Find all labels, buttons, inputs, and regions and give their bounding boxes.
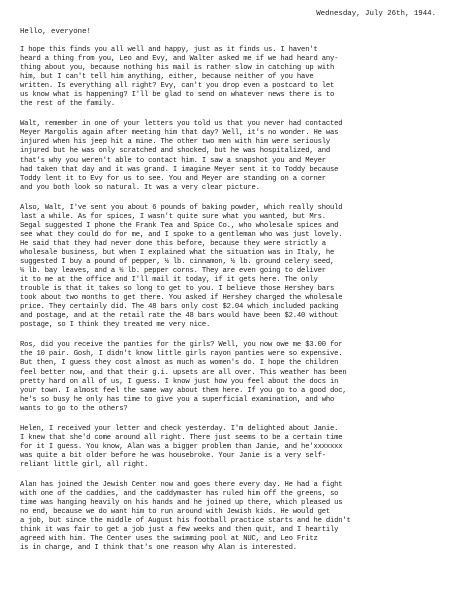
letter-line: is in charge, and I think that's one reason why Alan is interested. xyxy=(20,544,297,553)
letter-date: Wednesday, July 26th, 1944. xyxy=(316,10,436,18)
letter-line: with one of the caddies, and the caddymaster has ruled him off the greens, so xyxy=(20,490,339,499)
letter-line: reliant little girl, all right. xyxy=(20,460,149,469)
letter-line: took about two months to get there. You asked if Hershey charged the wholesale xyxy=(20,294,343,303)
letter-line: last a while. As for spices, I wasn't quite sure what you wanted, but Mrs. xyxy=(20,212,326,221)
letter-line: him, but I can't tell him anything, either, because neither of you have xyxy=(20,73,314,82)
letter-line: it to me at the office and I'll mail it today, if it gets here. The only xyxy=(20,276,318,285)
letter-line: suggested I buy a pound of pepper, ½ lb. cinnamon, ½ lb. ground celery seed, xyxy=(20,257,335,266)
letter-line: he's so busy he only has time to give you a superficial examination, and who xyxy=(20,395,335,404)
letter-line: Toddy lent it to Evy for us to see. You and Meyer are standing on a corner xyxy=(20,174,326,183)
letter-line: Segal suggested I phone the Frank Tea and Spice Co., who wholesale spices and xyxy=(20,221,339,230)
letter-line: injured when his jeep hit a mine. The other two men with him were seriously xyxy=(20,138,330,147)
letter-greeting: Hello, everyone! xyxy=(20,28,91,36)
letter-line: the rest of the family. xyxy=(20,100,116,109)
letter-paragraph xyxy=(20,120,454,192)
letter-line: I hope this finds you all well and happy, just as it finds us. I haven't xyxy=(20,46,318,54)
letter-line: the 10 pair. Gosh, I didn't know little girls rayon panties were so expensive. xyxy=(20,350,343,359)
letter-line: see what they could do for me, and I spoke to a gentleman who was just lovely. xyxy=(20,230,343,239)
letter-line: ¼ lb. bay leaves, and a ½ lb. pepper corns. They are even going to deliver xyxy=(20,267,326,276)
letter-line: no end, because we do want him to run around with Jewish kids. He would get xyxy=(20,508,330,517)
letter-body xyxy=(20,46,454,553)
letter-line: Also, Walt, I've sent you about 6 pounds of baking powder, which really should xyxy=(20,203,343,212)
letter-paragraph xyxy=(20,204,454,331)
letter-line: time was hanging heavily on his hands and he joined up there, which pleased us xyxy=(20,499,343,508)
letter-line: trouble is that it takes so long to get to you. I believe those Hershey bars xyxy=(20,285,335,294)
letter-line: written. Is everything all right? Evy, can't you drop even a postcard to let xyxy=(20,82,335,91)
letter-line: a job, but since the middle of August his football practice starts and he didn't xyxy=(20,517,351,526)
letter-line: Alan has joined the Jewish Center now and goes there every day. He had a fight xyxy=(20,480,343,489)
letter-line: had taken that day and it was grand. I imagine Meyer sent it to Toddy because xyxy=(20,165,339,174)
letter-line: agreed with him. The Center uses the swimming pool at NUC, and Leo Fritz xyxy=(20,535,318,544)
letter-line: for it I guess. You know, Alan was a bigger problem than Janie, and he'xxxxxxx xyxy=(20,442,343,451)
letter-paragraph xyxy=(20,46,454,109)
letter-line: price. They certainly did. The 48 bars only cost $2.04 which included packing xyxy=(20,303,339,312)
letter-line: Ros, did you receive the panties for the girls? Well, you now owe me $3.00 for xyxy=(20,341,343,350)
letter-paragraph xyxy=(20,341,454,413)
letter-line: Helen, I received your letter and check yesterday. I'm delighted about Janie. xyxy=(20,424,339,433)
letter-line: and you both look so natural. It was a very clear picture. xyxy=(20,183,260,192)
letter-paragraph xyxy=(20,425,454,470)
letter-line: heard a thing from you, Leo and Evy, and Walter asked me if we had heard any- xyxy=(20,55,339,64)
letter-line: and postage, and at the retail rate the 48 bars would have been $2.40 without xyxy=(20,312,339,321)
letter-line: Meyer Margolis again after meeting him that day? Well, it's no wonder. He was xyxy=(20,129,339,138)
letter-line: wants to go to the others? xyxy=(20,404,128,413)
letter-line: pretty hard on all of us, I guess. I know just how you feel about the docs in xyxy=(20,377,339,386)
letter-paragraph xyxy=(20,481,454,553)
letter-line: think it was fair to get a job just a few weeks and then quit, and I heartily xyxy=(20,526,339,535)
letter-line: He said that they had never done this before, because they were strictly a xyxy=(20,239,326,248)
letter-line: your town. I almost feel the same way about them here. If you go to a good doc, xyxy=(20,386,347,395)
letter-line: I knew that she'd come around all right. There just seems to be a certain time xyxy=(20,433,343,442)
letter-line: was quite a bit older before he was housebroke. Your Janie is a very self- xyxy=(20,451,326,460)
letter-line: postage, so I think they treated me very nice. xyxy=(20,321,211,330)
letter-line: feel better now, and that their g.i. upsets are all over. This weather has been xyxy=(20,368,347,377)
letter-line: Walt, remember in one of your letters you told us that you never had contacted xyxy=(20,120,343,129)
letter-line: wholesale business, but when I explained what the situation was in Italy, he xyxy=(20,248,335,257)
letter-line: injured but he was only scratched and shocked, but he was hospitalized, and xyxy=(20,147,330,156)
letter-line: us know what is happening? I'll be glad to send on whatever news there is to xyxy=(20,91,335,100)
letter-line: that's why you weren't able to contact him. I saw a snapshot you and Meyer xyxy=(20,156,326,165)
letter-line: But then, I guess they cost almost as much as women's do. I hope the children xyxy=(20,359,339,368)
letter-line: thing about you, because nothing his mail is rather slow in catching up with xyxy=(20,64,335,73)
